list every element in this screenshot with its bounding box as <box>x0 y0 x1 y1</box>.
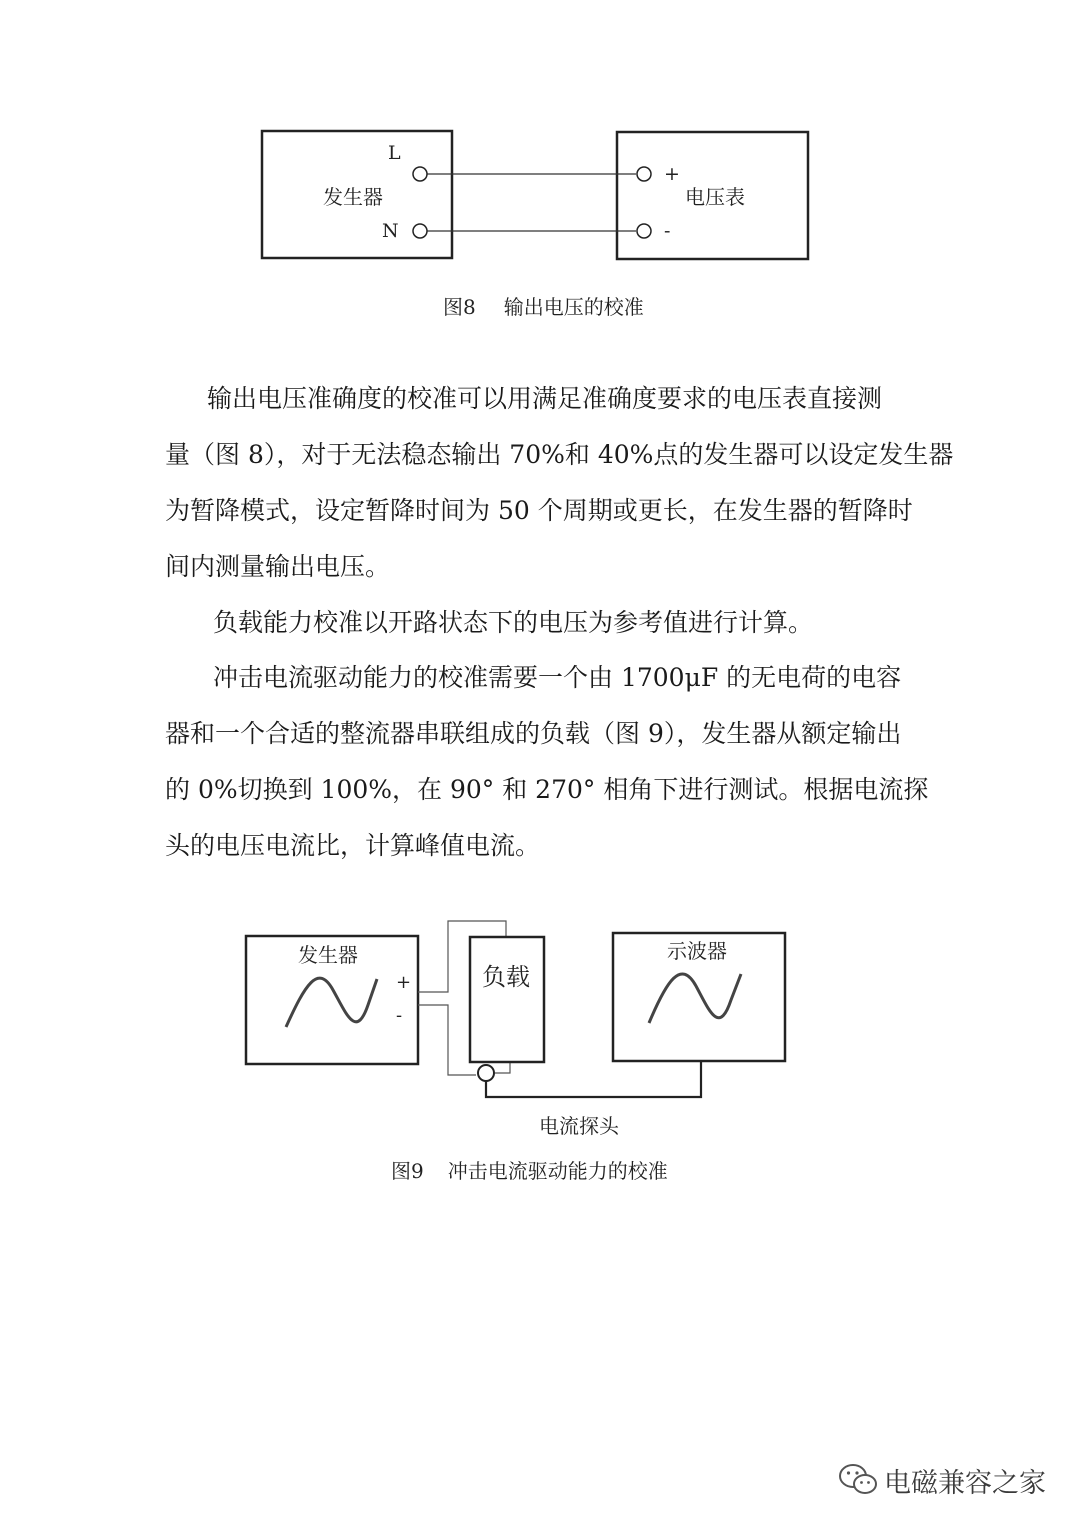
load-label: 负载 <box>482 963 530 991</box>
wire-minus <box>418 1005 476 1075</box>
paragraph-line: 冲击电流驱动能力的校准需要一个由 1700μF 的无电荷的电容 <box>213 663 902 692</box>
probe-cable <box>486 1061 701 1097</box>
caption-text: 输出电压的校准 <box>503 295 644 319</box>
load-box <box>470 937 544 1062</box>
sine-wave-icon <box>286 978 377 1027</box>
watermark <box>838 1458 1046 1502</box>
label-plus: + <box>664 163 680 185</box>
label-L: L <box>388 142 401 164</box>
label-minus: - <box>664 220 671 242</box>
caption-text: 冲击电流驱动能力的校准 <box>447 1159 668 1183</box>
paragraph-line: 负载能力校准以开路状态下的电压为参考值进行计算。 <box>213 608 814 637</box>
caption-number: 图9 <box>391 1159 424 1183</box>
label-N: N <box>382 220 399 242</box>
sine-wave-icon <box>649 974 741 1023</box>
voltmeter-label: 电压表 <box>685 185 745 209</box>
paragraph-line: 间内测量输出电压。 <box>165 552 391 581</box>
paragraph-line: 的 0%切换到 100%，在 90° 和 270° 相角下进行测试。根据电流探 <box>165 775 929 804</box>
caption-number: 图8 <box>443 295 476 319</box>
probe-label: 电流探头 <box>539 1114 619 1138</box>
wire-load-return <box>495 1063 510 1073</box>
oscilloscope-label: 示波器 <box>667 939 727 963</box>
paragraph-line: 器和一个合适的整流器串联组成的负载（图 9），发生器从额定输出 <box>165 719 902 748</box>
paragraph-line: 头的电压电流比，计算峰值电流。 <box>165 831 541 860</box>
label-minus: - <box>396 1005 403 1026</box>
paragraph-line: 量（图 8），对于无法稳态输出 70%和 40%点的发生器可以设定发生器 <box>165 440 954 469</box>
watermark-text: 电磁兼容之家 <box>884 1467 1046 1499</box>
figure-9-caption <box>391 1155 668 1184</box>
wechat-icon <box>838 1462 878 1498</box>
paragraph-line: 输出电压准确度的校准可以用满足准确度要求的电压表直接测 <box>207 384 883 413</box>
generator-label: 发生器 <box>298 943 358 967</box>
label-plus: + <box>396 972 412 993</box>
current-probe-icon <box>478 1065 494 1081</box>
paragraph-line: 为暂降模式，设定暂降时间为 50 个周期或更长，在发生器的暂降时 <box>165 496 913 525</box>
generator-label: 发生器 <box>323 185 383 209</box>
